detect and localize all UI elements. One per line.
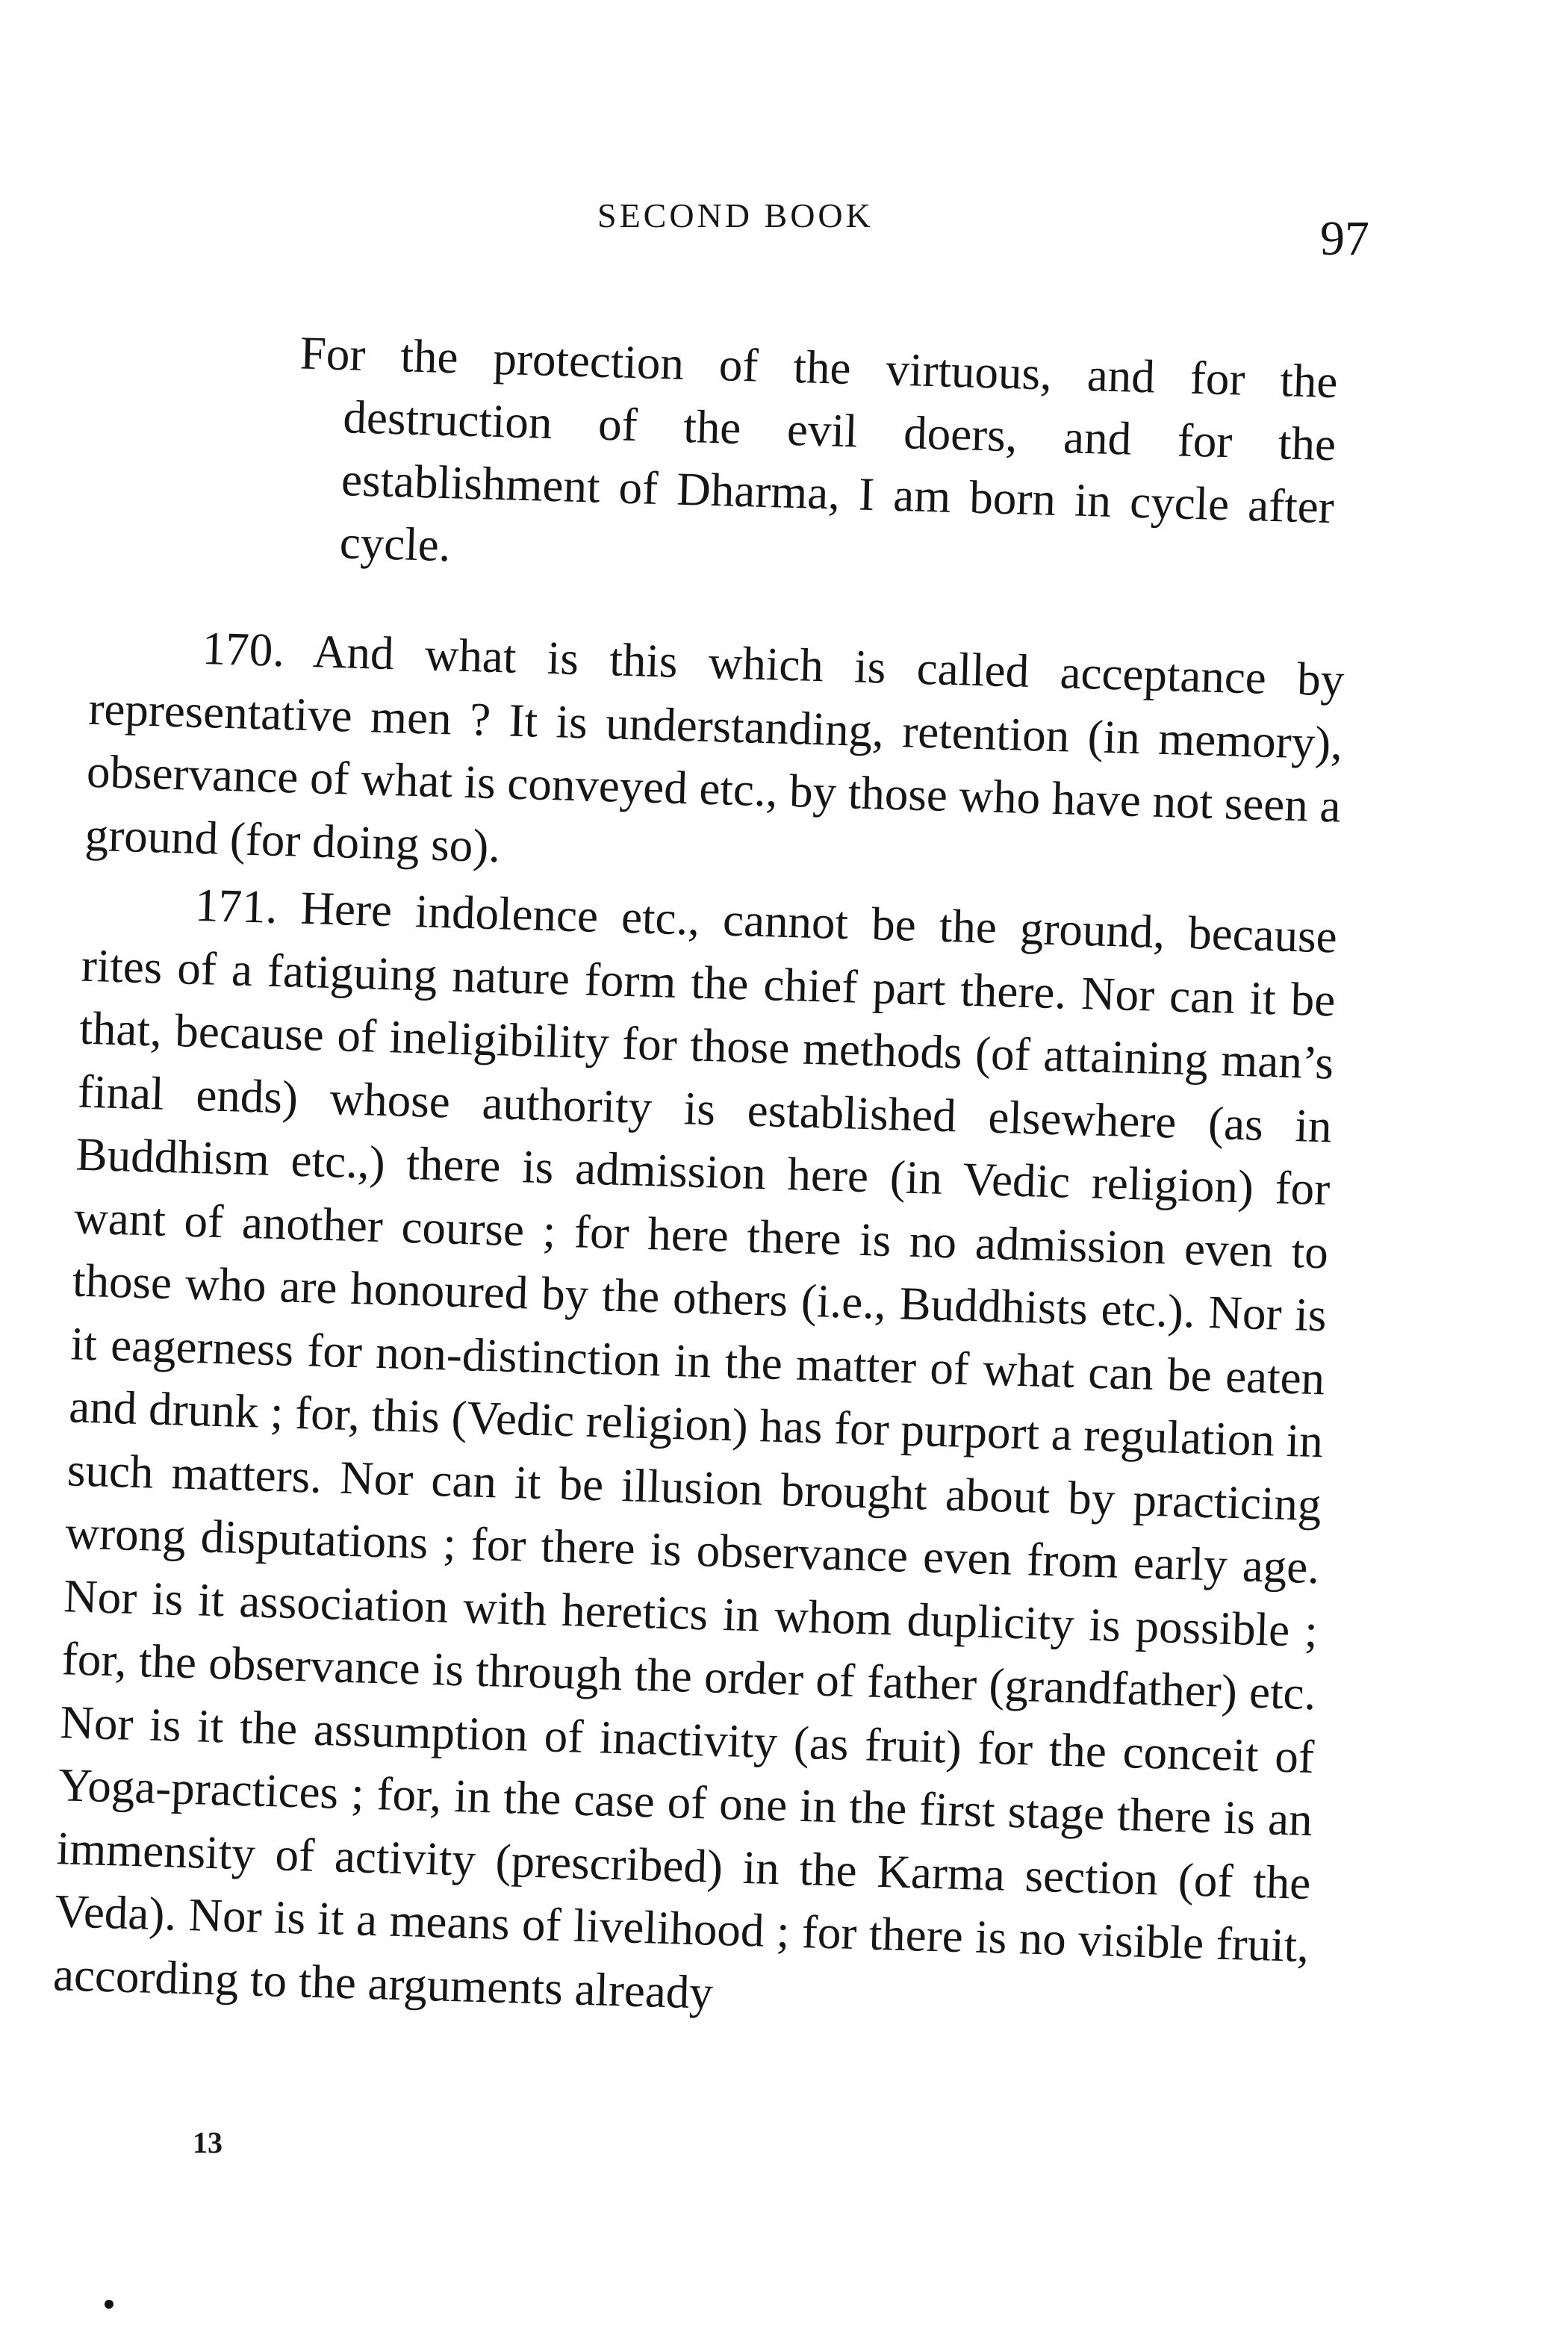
running-head: SECOND BOOK xyxy=(597,196,874,234)
paragraph-text: And what is this which is called acceptance by representative men ? It is understanding, retention (in memory), observance of what is conveyed etc., by those who have not seen a ground (for doing so). xyxy=(84,625,1345,872)
paragraph-number: 170. xyxy=(201,622,286,677)
paragraph-171 xyxy=(52,871,1338,2041)
paragraph-number: 171. xyxy=(194,878,279,933)
paragraph-text: Here indolence etc., cannot be the ground, because rites of a fatiguing nature form the chief part there. Nor can it be that, because of ineligibility for those methods (of attaining man’s final ends) whose authority is established elsewhere (as in Buddhism etc.,) there is admission here (in Vedic religion) for want of another course ; for here there is no admission even to those who are honoured by the others (i.e., Buddhists etc.). Nor is it eagerness for non-distinction in the matter of what can be eaten and drunk ; for, this (Vedic religion) has for purport a regulation in such matters. Nor can it be illusion brought about by practicing wrong disputations ; for there is observance even from early age. Nor is it association with heretics in whom duplicity is possible ; for, the observance is through the order of father (grandfather) etc. Nor is it the assumption of inactivity (as fruit) for the conceit of Yoga-practices ; for, in the case of one in the first stage there is an immensity of activity (prescribed) in the Karma section (of the Veda). Nor is it a means of livelihood ; for there is no visible fruit, according to the arguments already xyxy=(52,881,1338,2019)
paragraph-170 xyxy=(84,614,1345,901)
page-number: 97 xyxy=(1320,211,1369,266)
signature-mark: 13 xyxy=(193,2126,223,2159)
ink-dot xyxy=(105,2300,113,2309)
verse-quote: For the protection of the virtuous, and for the destruction of the evil doers, and for the establishment of Dharma, I am born in cycle after cycle. xyxy=(299,326,1339,572)
page-body xyxy=(52,269,1354,2041)
